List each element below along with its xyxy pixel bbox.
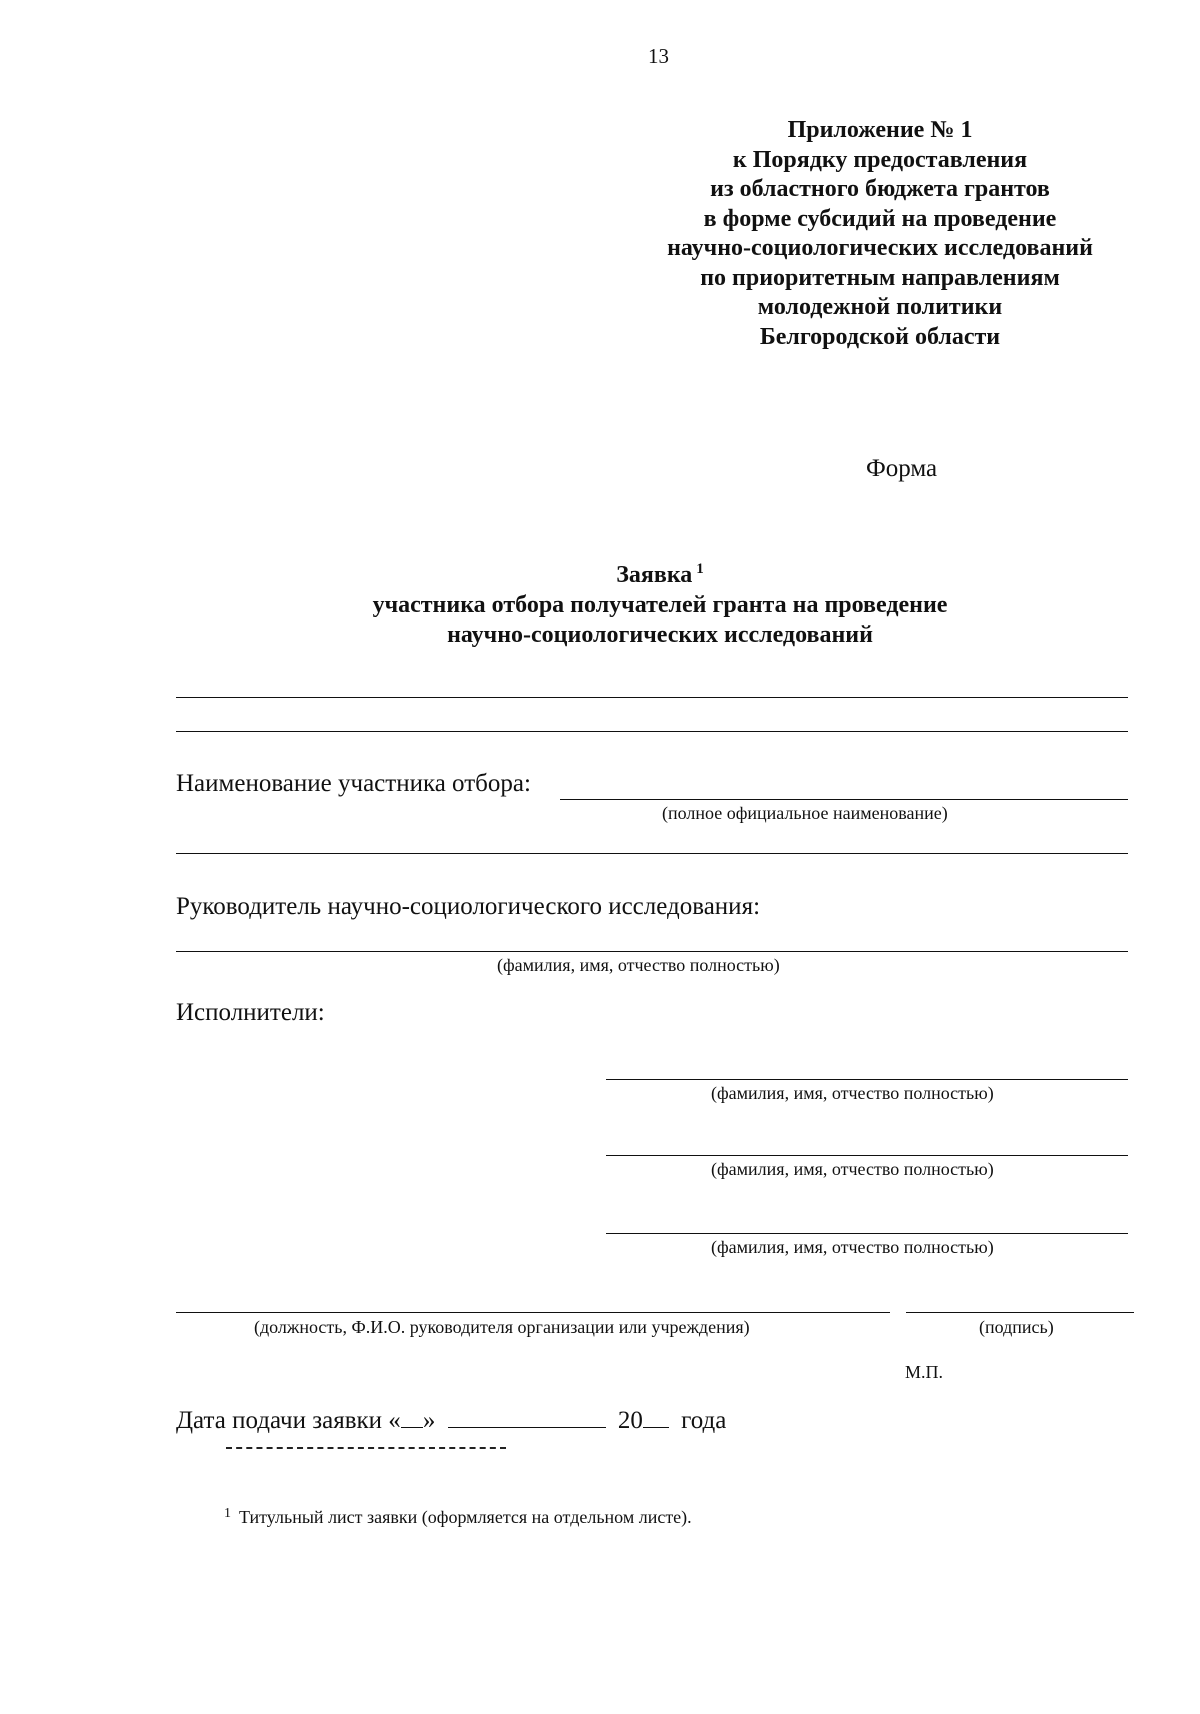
annex-line: Приложение № 1 — [787, 117, 973, 143]
participant-label: Наименование участника отбора: — [176, 770, 531, 797]
date-day-field[interactable] — [401, 1405, 423, 1428]
leader-name-field[interactable] — [176, 951, 1128, 952]
footnote — [224, 1506, 692, 1528]
signature-caption: (подпись) — [979, 1317, 1054, 1337]
participant-caption: (полное официальное наименование) — [662, 803, 948, 823]
annex-line: научно-социологических исследований — [667, 235, 1093, 261]
date-year-prefix: 20 — [617, 1407, 643, 1434]
annex-line: Белгородской области — [759, 323, 1001, 350]
executor-caption: (фамилия, имя, отчество полностью) — [711, 1083, 994, 1103]
signature-field[interactable] — [906, 1312, 1134, 1313]
submission-date — [176, 1405, 726, 1435]
footnote-mark: 1 — [224, 1506, 231, 1521]
participant-name-field[interactable] — [560, 799, 1128, 800]
date-suffix: года — [681, 1407, 727, 1434]
title-footnote-mark: 1 — [696, 561, 704, 577]
date-close-quote: » — [422, 1407, 436, 1434]
title-line: научно-социологических исследований — [447, 622, 873, 648]
annex-line: молодежной политики — [757, 294, 1003, 320]
date-year-field[interactable] — [643, 1405, 669, 1428]
blank-line[interactable] — [176, 731, 1128, 732]
blank-line[interactable] — [176, 697, 1128, 698]
document-title — [300, 554, 1020, 650]
leader-caption: (фамилия, имя, отчество полностью) — [497, 955, 780, 975]
executor-caption: (фамилия, имя, отчество полностью) — [711, 1237, 994, 1257]
form-label: Форма — [866, 455, 938, 482]
leader-label: Руководитель научно-социологического исследования: — [176, 893, 761, 920]
annex-line: в форме субсидий на проведение — [703, 205, 1057, 232]
annex-line: по приоритетным направлениям — [700, 264, 1060, 291]
executor-caption: (фамилия, имя, отчество полностью) — [711, 1159, 994, 1179]
participant-name-field-2[interactable] — [176, 853, 1128, 854]
footnote-separator — [226, 1447, 506, 1449]
head-caption: (должность, Ф.И.О. руководителя организации или учреждения) — [254, 1317, 750, 1337]
annex-line: из областного бюджета грантов — [710, 176, 1050, 202]
page-number: 13 — [648, 44, 669, 68]
head-name-field[interactable] — [176, 1312, 890, 1313]
title-line: участника отбора получателей гранта на проведение — [372, 592, 948, 618]
title-heading: Заявка — [616, 562, 693, 588]
stamp-label: М.П. — [905, 1362, 944, 1382]
annex-header — [620, 116, 1140, 352]
executor-name-field[interactable] — [606, 1155, 1128, 1156]
footnote-text: Титульный лист заявки (оформляется на отдельном листе). — [239, 1507, 692, 1527]
date-month-field[interactable] — [448, 1405, 606, 1428]
executors-label: Исполнители: — [176, 999, 325, 1026]
executor-name-field[interactable] — [606, 1079, 1128, 1080]
executor-name-field[interactable] — [606, 1233, 1128, 1234]
annex-line: к Порядку предоставления — [732, 146, 1028, 173]
date-prefix: Дата подачи заявки « — [176, 1407, 401, 1434]
